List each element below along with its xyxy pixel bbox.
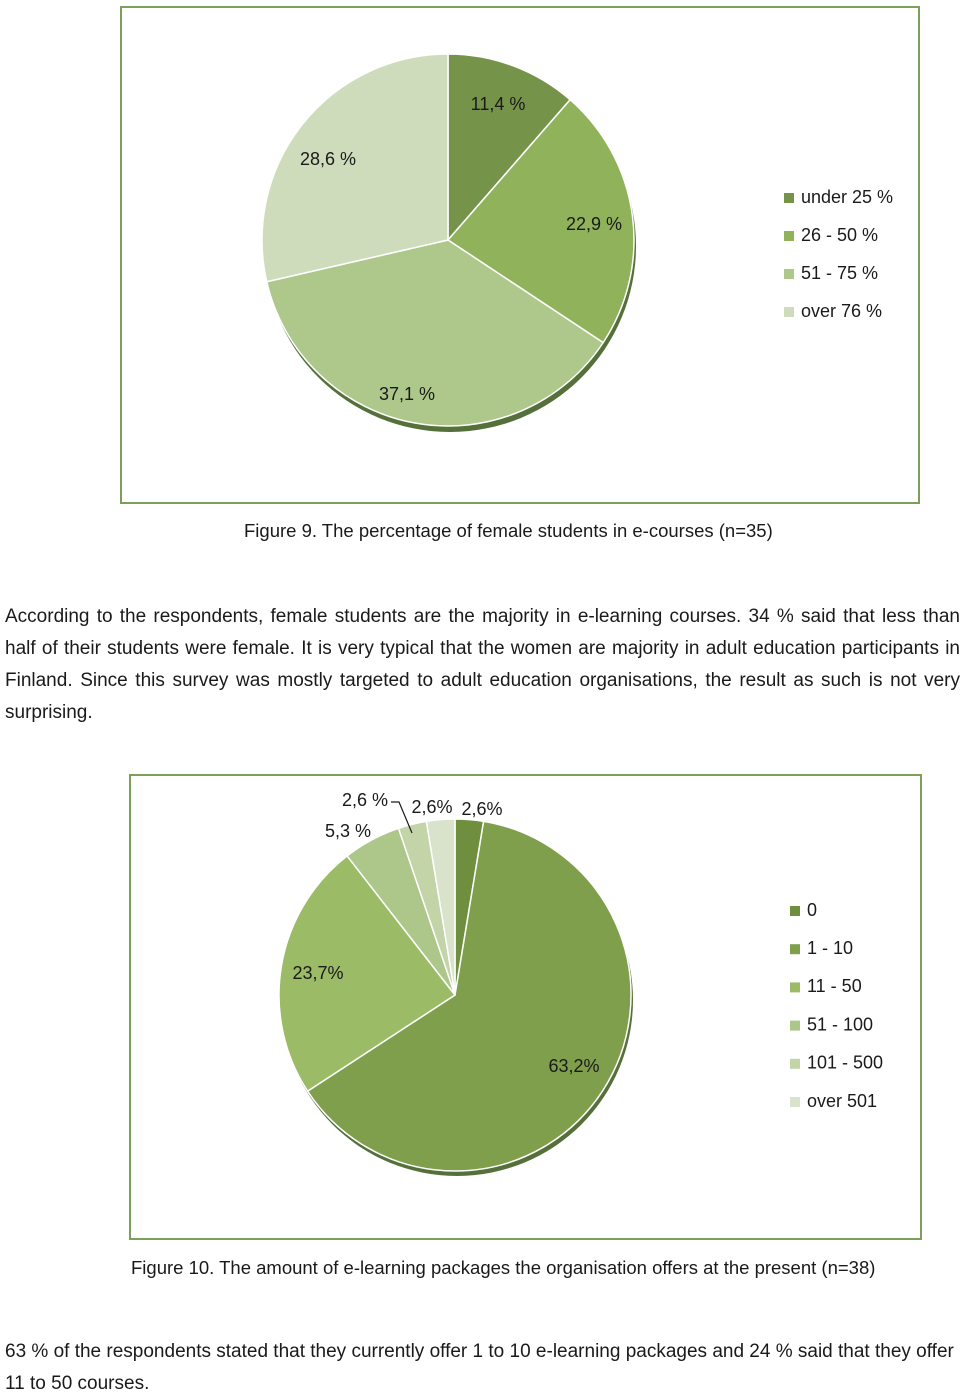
fig10-legend-label-3: 51 - 100 (807, 1014, 874, 1035)
figure-9-caption: Figure 9. The percentage of female students in e-courses (n=35) (244, 520, 773, 541)
fig10-data-label-2: 23,7% (292, 962, 344, 983)
fig9-legend-label-2: 51 - 75 % (801, 262, 879, 283)
fig9-data-label-2: 37,1 % (378, 383, 436, 404)
fig10-data-label-1: 63,2% (548, 1055, 600, 1076)
fig10-legend-label-1: 1 - 10 (807, 937, 854, 958)
fig10-legend-label-0: 0 (807, 899, 818, 920)
fig9-data-label-0: 11,4 % (470, 93, 526, 114)
fig10-data-label-3: 5,3 % (324, 820, 372, 841)
fig10-legend-label-5: over 501 (807, 1090, 878, 1111)
fig10-legend-label-2: 11 - 50 (807, 976, 862, 997)
fig10-legend-swatch-2 (790, 982, 800, 992)
fig10-legend-swatch-4 (790, 1059, 800, 1069)
fig9-data-label-1: 22,9 % (565, 213, 623, 234)
fig9-legend-label-0: under 25 % (801, 186, 894, 207)
figure-10-caption: Figure 10. The amount of e-learning packages the organisation offers at the present (n=38) (131, 1257, 876, 1278)
fig10-legend-label-4: 101 - 500 (807, 1052, 884, 1073)
fig9-legend-label-3: over 76 % (801, 300, 883, 321)
fig10-legend-swatch-0 (790, 906, 800, 916)
fig10-data-label-4: 2,6 % (341, 789, 389, 810)
fig10-legend-swatch-1 (790, 944, 800, 954)
fig10-data-label-5: 2,6% (411, 796, 453, 817)
fig10-legend-swatch-3 (790, 1021, 800, 1031)
fig10-legend-swatch-5 (790, 1097, 800, 1107)
body-paragraph-2: 63 % of the respondents stated that they currently offer 1 to 10 e-learning packages and 24 % said that they offer 11 to 50 courses. (5, 1341, 954, 1394)
fig9-legend-label-1: 26 - 50 % (801, 224, 879, 245)
body-paragraph-1: According to the respondents, female students are the majority in e-learning courses. 34 % said that less than half of their students were female. It is very typical that the women are majority in adult education participants in Finland. Since this survey was mostly targeted to adult education organisations, the result as such is not very surprising. (5, 606, 960, 723)
fig10-data-label-0: 2,6% (461, 798, 503, 819)
fig9-data-label-3: 28,6 % (299, 148, 357, 169)
